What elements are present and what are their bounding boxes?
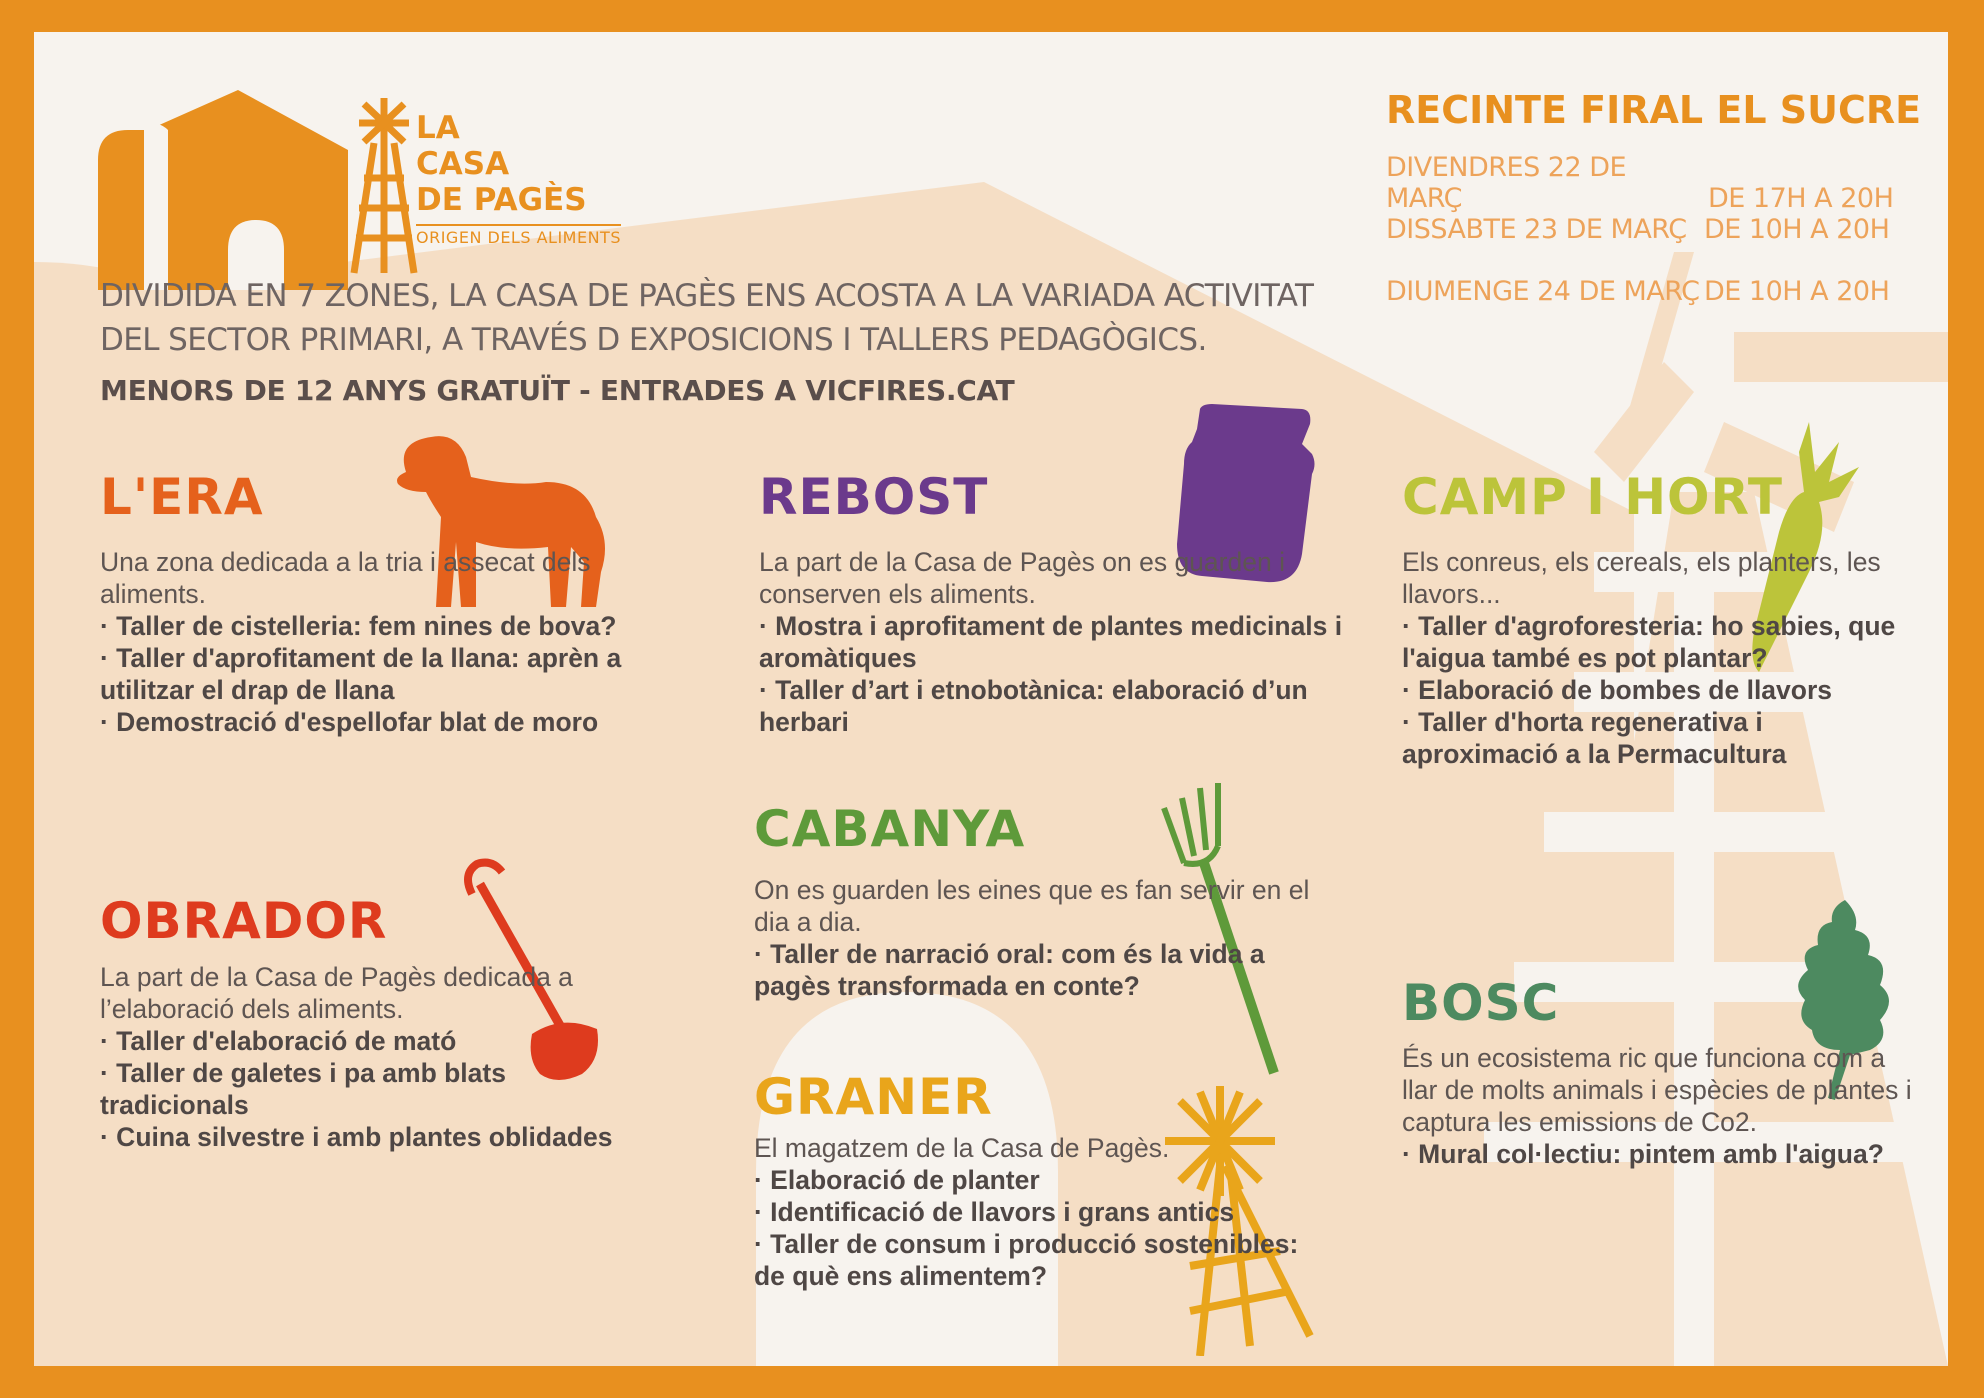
zone-description: És un ecosistema ric que funciona com a llar de molts animals i espècies de plantes i captura les emissions de Co2. <box>1402 1043 1912 1137</box>
zone-description: La part de la Casa de Pagès dedicada a l’elaboració dels aliments. <box>100 962 573 1024</box>
zone-title-camp: CAMP I HORT <box>1402 468 1783 526</box>
windmill-icon <box>344 98 424 278</box>
zone-title-rebost: REBOST <box>759 468 989 526</box>
logo-subtitle: ORIGEN DELS ALIMENTS <box>416 224 621 247</box>
activity-item: · Mostra i aprofitament de plantes medicinals i aromàtiques <box>759 611 1343 673</box>
tagline: MENORS DE 12 ANYS GRATUÏT - ENTRADES A VICFIRES.CAT <box>100 374 1015 407</box>
zone-lera-content <box>100 546 670 738</box>
activity-item: · Taller de consum i producció sostenibles: de què ens alimentem? <box>754 1229 1299 1291</box>
zone-description: Els conreus, els cereals, els planters, les llavors... <box>1402 547 1881 609</box>
zone-description: Una zona dedicada a la tria i assecat dels aliments. <box>100 547 591 609</box>
activity-item: · Mural col·lectiu: pintem amb l'aigua? <box>1402 1139 1884 1169</box>
zone-obrador-content <box>100 961 620 1153</box>
activity-item: · Taller d'horta regenerativa i aproximació a la Permacultura <box>1402 707 1787 769</box>
activity-item: · Elaboració de planter <box>754 1165 1040 1195</box>
activity-item: · Taller d’art i etnobotànica: elaboració d’un herbari <box>759 675 1308 737</box>
activity-item: · Taller de galetes i pa amb blats tradicionals <box>100 1058 506 1120</box>
date-day: DIUMENGE 24 DE MARÇ <box>1386 276 1700 307</box>
venue-title: RECINTE FIRAL EL SUCRE <box>1386 88 1922 132</box>
zone-cabanya-content <box>754 874 1314 1002</box>
zone-title-graner: GRANER <box>754 1068 993 1126</box>
date-row <box>1386 214 1889 245</box>
date-day: DIVENDRES 22 DE MARÇ <box>1386 152 1627 214</box>
zone-bosc-content <box>1402 1042 1922 1170</box>
zone-rebost-content <box>759 546 1349 738</box>
activity-item: · Taller d'aprofitament de la llana: aprèn a utilitzar el drap de llana <box>100 643 622 705</box>
date-row <box>1386 276 1889 307</box>
zone-description: La part de la Casa de Pagès on es guarden i conserven els aliments. <box>759 547 1285 609</box>
date-row <box>1386 152 1893 214</box>
zone-title-lera: L'ERA <box>100 468 264 526</box>
activity-item: · Demostració d'espellofar blat de moro <box>100 707 599 737</box>
logo-line-1: LA <box>416 110 460 146</box>
zone-description: On es guarden les eines que es fan servir en el dia a dia. <box>754 875 1310 937</box>
intro-text <box>100 274 1313 362</box>
poster-frame <box>34 32 1948 1366</box>
zone-title-obrador: OBRADOR <box>100 892 388 950</box>
zone-graner-content <box>754 1132 1314 1292</box>
logo-line-2: CASA <box>416 146 510 182</box>
activity-item: · Cuina silvestre i amb plantes oblidades <box>100 1122 613 1152</box>
intro-line-2: DEL SECTOR PRIMARI, A TRAVÉS D EXPOSICIONS I TALLERS PEDAGÒGICS. <box>100 322 1207 358</box>
activity-item: · Taller d'agroforesteria: ho sabies, que l'aigua també es pot plantar? <box>1402 611 1896 673</box>
intro-line-1: DIVIDIDA EN 7 ZONES, LA CASA DE PAGÈS ENS ACOSTA A LA VARIADA ACTIVITAT <box>100 278 1314 314</box>
logo-title <box>416 110 587 218</box>
zone-camp-content <box>1402 546 1922 770</box>
zone-title-cabanya: CABANYA <box>754 800 1026 858</box>
date-time: DE 10H A 20H <box>1704 214 1890 245</box>
activity-item: · Taller de narració oral: com és la vida a pagès transformada en conte? <box>754 939 1265 1001</box>
activity-item: · Taller d'elaboració de mató <box>100 1026 457 1056</box>
activity-item: · Identificació de llavors i grans antics <box>754 1197 1235 1227</box>
activity-item: · Elaboració de bombes de llavors <box>1402 675 1833 705</box>
date-day: DISSABTE 23 DE MARÇ <box>1386 214 1687 245</box>
zone-title-bosc: BOSC <box>1402 974 1560 1032</box>
activity-item: · Taller de cistelleria: fem nines de bova? <box>100 611 617 641</box>
logo-line-3: DE PAGÈS <box>416 182 587 218</box>
date-time: DE 17H A 20H <box>1708 183 1894 214</box>
zone-description: El magatzem de la Casa de Pagès. <box>754 1133 1170 1163</box>
date-time: DE 10H A 20H <box>1704 276 1890 307</box>
